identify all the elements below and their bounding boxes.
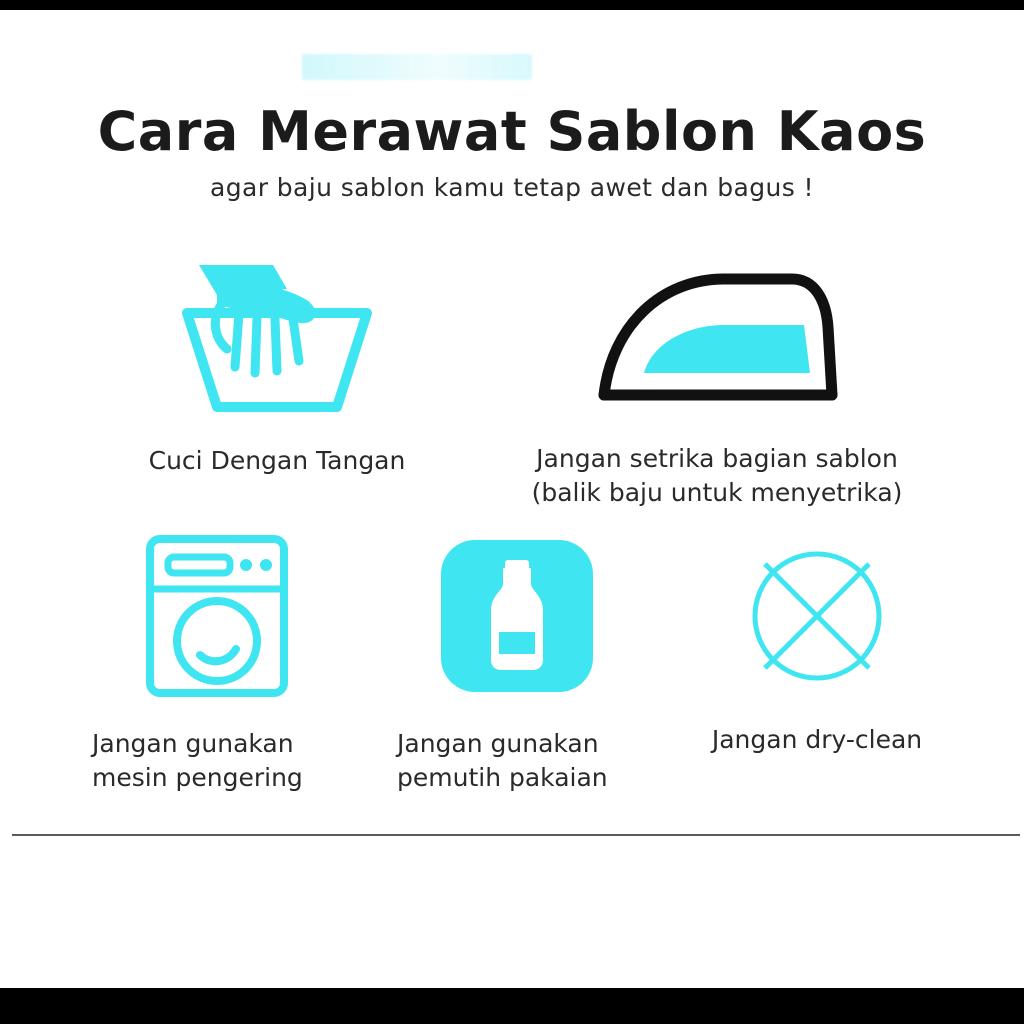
care-item-no-iron-print (482, 252, 952, 510)
care-item-label-line-1: Jangan setrika bagian sablon (536, 444, 898, 473)
top-frame-bar (0, 0, 1024, 10)
care-item-label: Jangan dry-clean (711, 725, 923, 754)
page-subtitle: agar baju sablon kamu tetap awet dan bagus ! (210, 173, 814, 203)
iron-icon (592, 255, 842, 420)
hand-wash-icon-box (177, 252, 377, 422)
care-item-label-line-2: pemutih pakaian (397, 762, 608, 792)
decorative-smudge (302, 54, 532, 80)
iron-icon-box (592, 252, 842, 422)
care-item-no-dry-clean (667, 528, 967, 795)
care-item-label-line-1: Jangan gunakan (92, 729, 294, 758)
care-item-label (532, 442, 903, 510)
care-item-label (397, 727, 637, 795)
care-item-label (92, 727, 342, 795)
tumble-dryer-icon (142, 531, 292, 701)
page-title: Cara Merawat Sablon Kaos (97, 100, 927, 163)
bleach-bottle-icon-box (441, 528, 593, 703)
bottom-frame-bar (0, 988, 1024, 1024)
no-dry-clean-icon (747, 546, 887, 686)
bleach-bottle-icon (441, 540, 593, 692)
care-item-no-tumble-dry (67, 528, 367, 795)
care-item-no-bleach (367, 528, 667, 795)
no-dry-clean-icon-box (747, 528, 887, 703)
poster-headings (6, 102, 1018, 202)
section-divider (12, 834, 1020, 836)
care-item-label-line-2: mesin pengering (92, 762, 303, 792)
poster-sheet (6, 10, 1018, 988)
hand-wash-icon (177, 255, 377, 420)
care-item-label-line-1: Jangan gunakan (397, 729, 599, 758)
care-row-top (6, 252, 1018, 510)
care-item-label-line-2: (balik baju untuk menyetrika) (531, 477, 903, 507)
care-row-bottom (6, 528, 1018, 795)
care-item-label: Cuci Dengan Tangan (148, 446, 406, 475)
care-item-hand-wash (112, 252, 442, 510)
tumble-dryer-icon-box (142, 528, 292, 703)
